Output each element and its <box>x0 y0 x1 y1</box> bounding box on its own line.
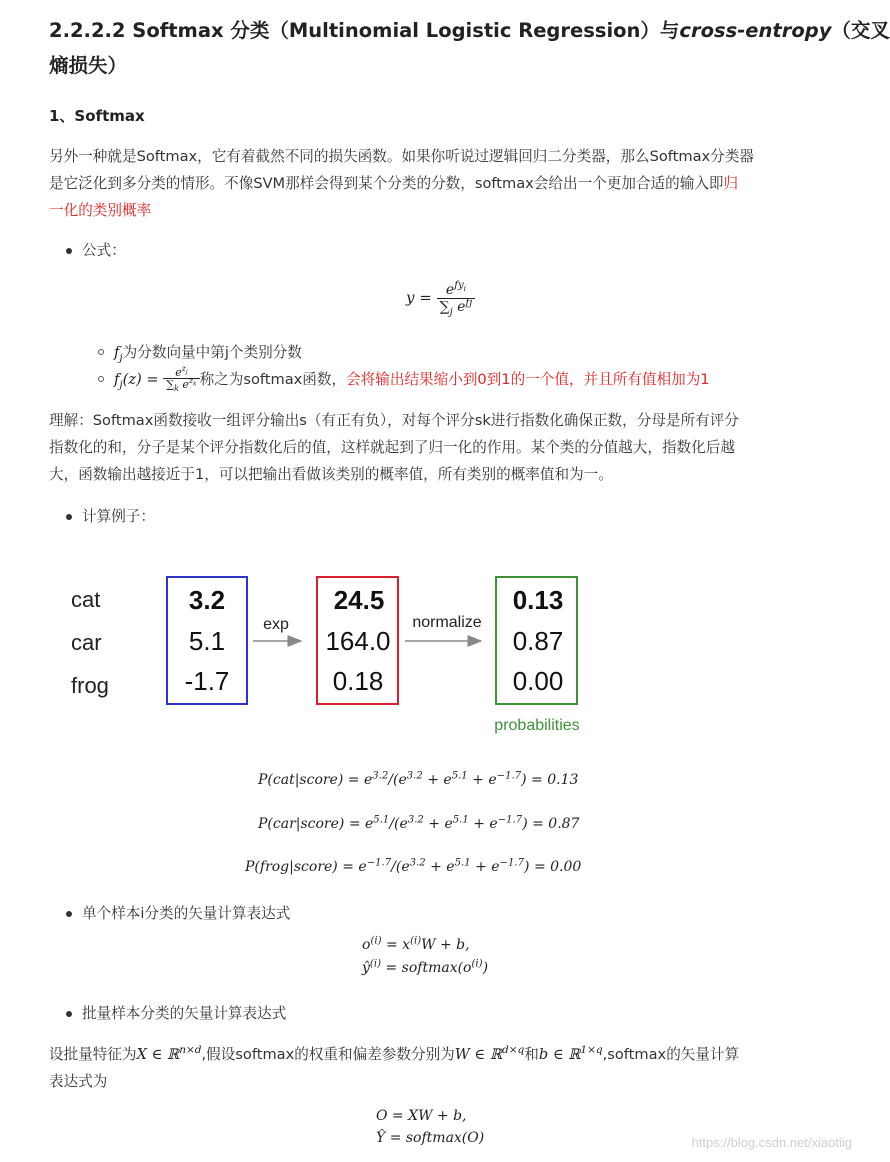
batch-eq1: O = XW + b, <box>376 1108 467 1124</box>
bullet-dot <box>66 514 72 520</box>
eq-frog-e3: 5.1 <box>454 857 471 869</box>
formula-sum-sub: j <box>449 306 453 318</box>
fjz-highlight: 会将输出结果缩小到0到1的一个值，并且所有值相加为1 <box>346 371 710 388</box>
fjz-sub: j <box>119 378 123 391</box>
single-sample-eq2 <box>362 960 488 976</box>
equation-cat: P(cat|score) = $e^{3.2}/(e^{3.2} + e^{5.1} + e^{-1.7}) = 0.13$ <box>258 770 579 788</box>
formula-num-exp-sub: i <box>463 284 466 294</box>
eq-car-e4: −1.7 <box>497 814 523 826</box>
class-label-cat: cat <box>71 587 101 612</box>
score-cat: 3.2 <box>188 585 226 615</box>
sub-bullet <box>98 349 104 355</box>
understanding-line-3: 大，函数输出越接近于1，可以把输出看做该类别的概率值，所有类别的概率值和为一。 <box>49 466 613 483</box>
watermark: https://blog.csdn.net/xiaotiig <box>691 1135 852 1150</box>
eq-car-e2: 3.2 <box>407 814 424 826</box>
exp-label: exp <box>263 616 289 633</box>
formula-den-exp: fj <box>465 297 473 309</box>
eq-frog-e4: −1.7 <box>499 857 525 869</box>
softmax-example-diagram <box>49 560 609 750</box>
fjz-f: f <box>114 371 120 388</box>
eq-car-e1: 5.1 <box>373 814 390 826</box>
fjz-num-z: z <box>181 363 186 373</box>
ss-eq1-sup: (i) <box>370 935 382 947</box>
example-label: 计算例子： <box>82 508 155 525</box>
fjz-sum: ∑ <box>166 377 175 391</box>
fjz-text: 称之为softmax函数， <box>199 371 347 388</box>
fjz-num-z-sub: j <box>185 369 188 376</box>
fjz-den-z: z <box>188 375 194 385</box>
exp-cat: 24.5 <box>333 585 385 615</box>
fjz-num-e: e <box>175 365 182 379</box>
bullet-dot <box>66 911 72 917</box>
ss-eq1-end: W + b, <box>421 937 470 953</box>
batch-eq2: Ŷ = softmax(O) <box>376 1130 485 1146</box>
fj-symbol <box>114 344 123 364</box>
eq-cat-e4: −1.7 <box>496 770 522 782</box>
batch-text-a: 设批量特征为 <box>49 1046 137 1063</box>
eq-frog-e2: 3.2 <box>409 857 426 869</box>
batch-sample-label: 批量样本分类的矢量计算表达式 <box>82 1005 287 1022</box>
intro-line-3: 一化的类别概率 <box>49 202 152 219</box>
eq-cat-result: 0.13 <box>547 772 579 788</box>
batch-math-x <box>137 1046 202 1063</box>
ss-eq2-mid: = softmax(o <box>381 960 472 976</box>
eq-frog-result: 0.00 <box>550 859 582 875</box>
fj-definition <box>114 339 302 366</box>
class-label-frog: frog <box>71 673 109 698</box>
batch-description-line-1 <box>49 1041 739 1068</box>
ss-eq1-o: o <box>362 937 371 953</box>
eq-car-result: 0.87 <box>548 816 580 832</box>
batch-math-x-sup: n×d <box>179 1044 202 1057</box>
title-text-end: （交叉 <box>831 19 890 42</box>
intro-highlight: 归 <box>723 175 739 192</box>
softmax-formula <box>406 280 475 318</box>
understanding-line-2: 指数化的和，分子是某个评分指数化后的值，这样就起到了归一化的作用。某个类的分值越大，指数化后越 <box>49 439 735 456</box>
equation-frog: P(frog|score) = $e^{-1.7}/(e^{3.2} + e^{5.1} + e^{-1.7}) = 0.00$ <box>245 857 582 875</box>
formula-fraction <box>437 280 476 318</box>
eq-car-lhs: P(car|score) <box>258 816 345 832</box>
fjz-denominator <box>163 375 199 393</box>
equation-car: P(car|score) = $e^{5.1}/(e^{3.2} + e^{5.1} + e^{-1.7}) = 0.87$ <box>258 814 580 832</box>
batch-text-b: ,假设softmax的权重和偏差参数分别为 <box>201 1046 455 1063</box>
formula-num-exp: fy <box>454 280 464 292</box>
formula-label: 公式： <box>82 242 126 259</box>
fjz-symbol <box>114 371 159 391</box>
batch-math-b <box>539 1046 603 1063</box>
bullet-dot <box>66 248 72 254</box>
ss-eq2-sup2: (i) <box>471 958 483 970</box>
fj-text: 为分数向量中第j个类别分数 <box>122 344 302 361</box>
softmax-heading: 1、Softmax <box>49 107 145 125</box>
formula-den-e: e <box>457 299 466 315</box>
prob-frog: 0.00 <box>512 666 564 696</box>
sub-bullet <box>98 376 104 382</box>
formula-num-e: e <box>445 282 455 298</box>
fjz-fraction <box>163 363 199 393</box>
score-frog: -1.7 <box>184 666 230 696</box>
batch-math-b-sup: 1×q <box>580 1044 603 1057</box>
batch-math-b-text: b ∈ ℝ <box>538 1046 581 1063</box>
eq-cat-e3: 5.1 <box>451 770 468 782</box>
eq-cat-e2: 3.2 <box>406 770 423 782</box>
exp-car: 164.0 <box>325 626 391 656</box>
fjz-sum-sub: k <box>174 383 179 393</box>
fjz-den-z-sub: k <box>193 381 197 388</box>
eq-frog-e1: −1.7 <box>366 857 392 869</box>
softmax-function-definition <box>114 363 710 393</box>
score-car: 5.1 <box>188 626 226 656</box>
intro-line-2-text: 是它泛化到多分类的情形。不像SVM那样会得到某个分类的分数，softmax会给出一个更加合适的输入即 <box>49 175 724 192</box>
ss-eq2-yhat: ŷ <box>362 960 370 976</box>
batch-math-w <box>455 1046 524 1063</box>
understanding-line-1: 理解：Softmax函数接收一组评分输出s（有正有负），对每个评分sk进行指数化确保正数，分母是所有评分 <box>49 412 739 429</box>
ss-eq1-sup2: (i) <box>410 935 422 947</box>
batch-description-line-2: 表达式为 <box>49 1073 108 1090</box>
fj-f: f <box>114 344 120 361</box>
class-label-car: car <box>71 630 102 655</box>
intro-line-1: 另外一种就是Softmax，它有着截然不同的损失函数。如果你听说过逻辑回归二分类器，那么Softmax分类器 <box>49 148 754 165</box>
intro-line-2 <box>49 170 738 197</box>
ss-eq1-mid: = x <box>381 937 411 953</box>
ss-eq2-sup: (i) <box>369 958 382 970</box>
formula-lhs: y = <box>406 288 432 307</box>
probabilities-label: probabilities <box>494 717 580 734</box>
prob-cat: 0.13 <box>512 585 564 615</box>
fjz-rest: (z) = <box>122 371 159 388</box>
formula-denominator <box>437 297 476 318</box>
section-title <box>49 14 890 48</box>
title-italic: cross-entropy <box>679 19 832 42</box>
fj-sub: j <box>119 351 123 364</box>
single-sample-label: 单个样本i分类的矢量计算表达式 <box>82 905 291 922</box>
batch-text-d: ,softmax的矢量计算 <box>602 1046 740 1063</box>
fjz-den-e: e <box>182 377 189 391</box>
prob-car: 0.87 <box>512 626 564 656</box>
batch-math-x-text: X ∈ ℝ <box>136 1046 180 1063</box>
section-title-line2: 熵损失） <box>49 54 128 77</box>
batch-math-w-text: W ∈ ℝ <box>454 1046 502 1063</box>
single-sample-eq1 <box>362 937 470 953</box>
bullet-dot <box>66 1011 72 1017</box>
eq-cat-lhs: P(cat|score) <box>258 772 344 788</box>
eq-car-e3: 5.1 <box>452 814 469 826</box>
eq-frog-lhs: P(frog|score) <box>245 859 338 875</box>
normalize-label: normalize <box>412 614 482 631</box>
batch-text-c: 和 <box>524 1046 539 1063</box>
eq-cat-e1: 3.2 <box>372 770 389 782</box>
title-text: 2.2.2.2 Softmax 分类（Multinomial Logistic Regression）与 <box>49 19 680 42</box>
ss-eq2-end: ) <box>482 960 489 976</box>
formula-sum: ∑ <box>439 299 450 315</box>
batch-math-w-sup: d×q <box>502 1044 525 1057</box>
exp-frog: 0.18 <box>332 666 384 696</box>
